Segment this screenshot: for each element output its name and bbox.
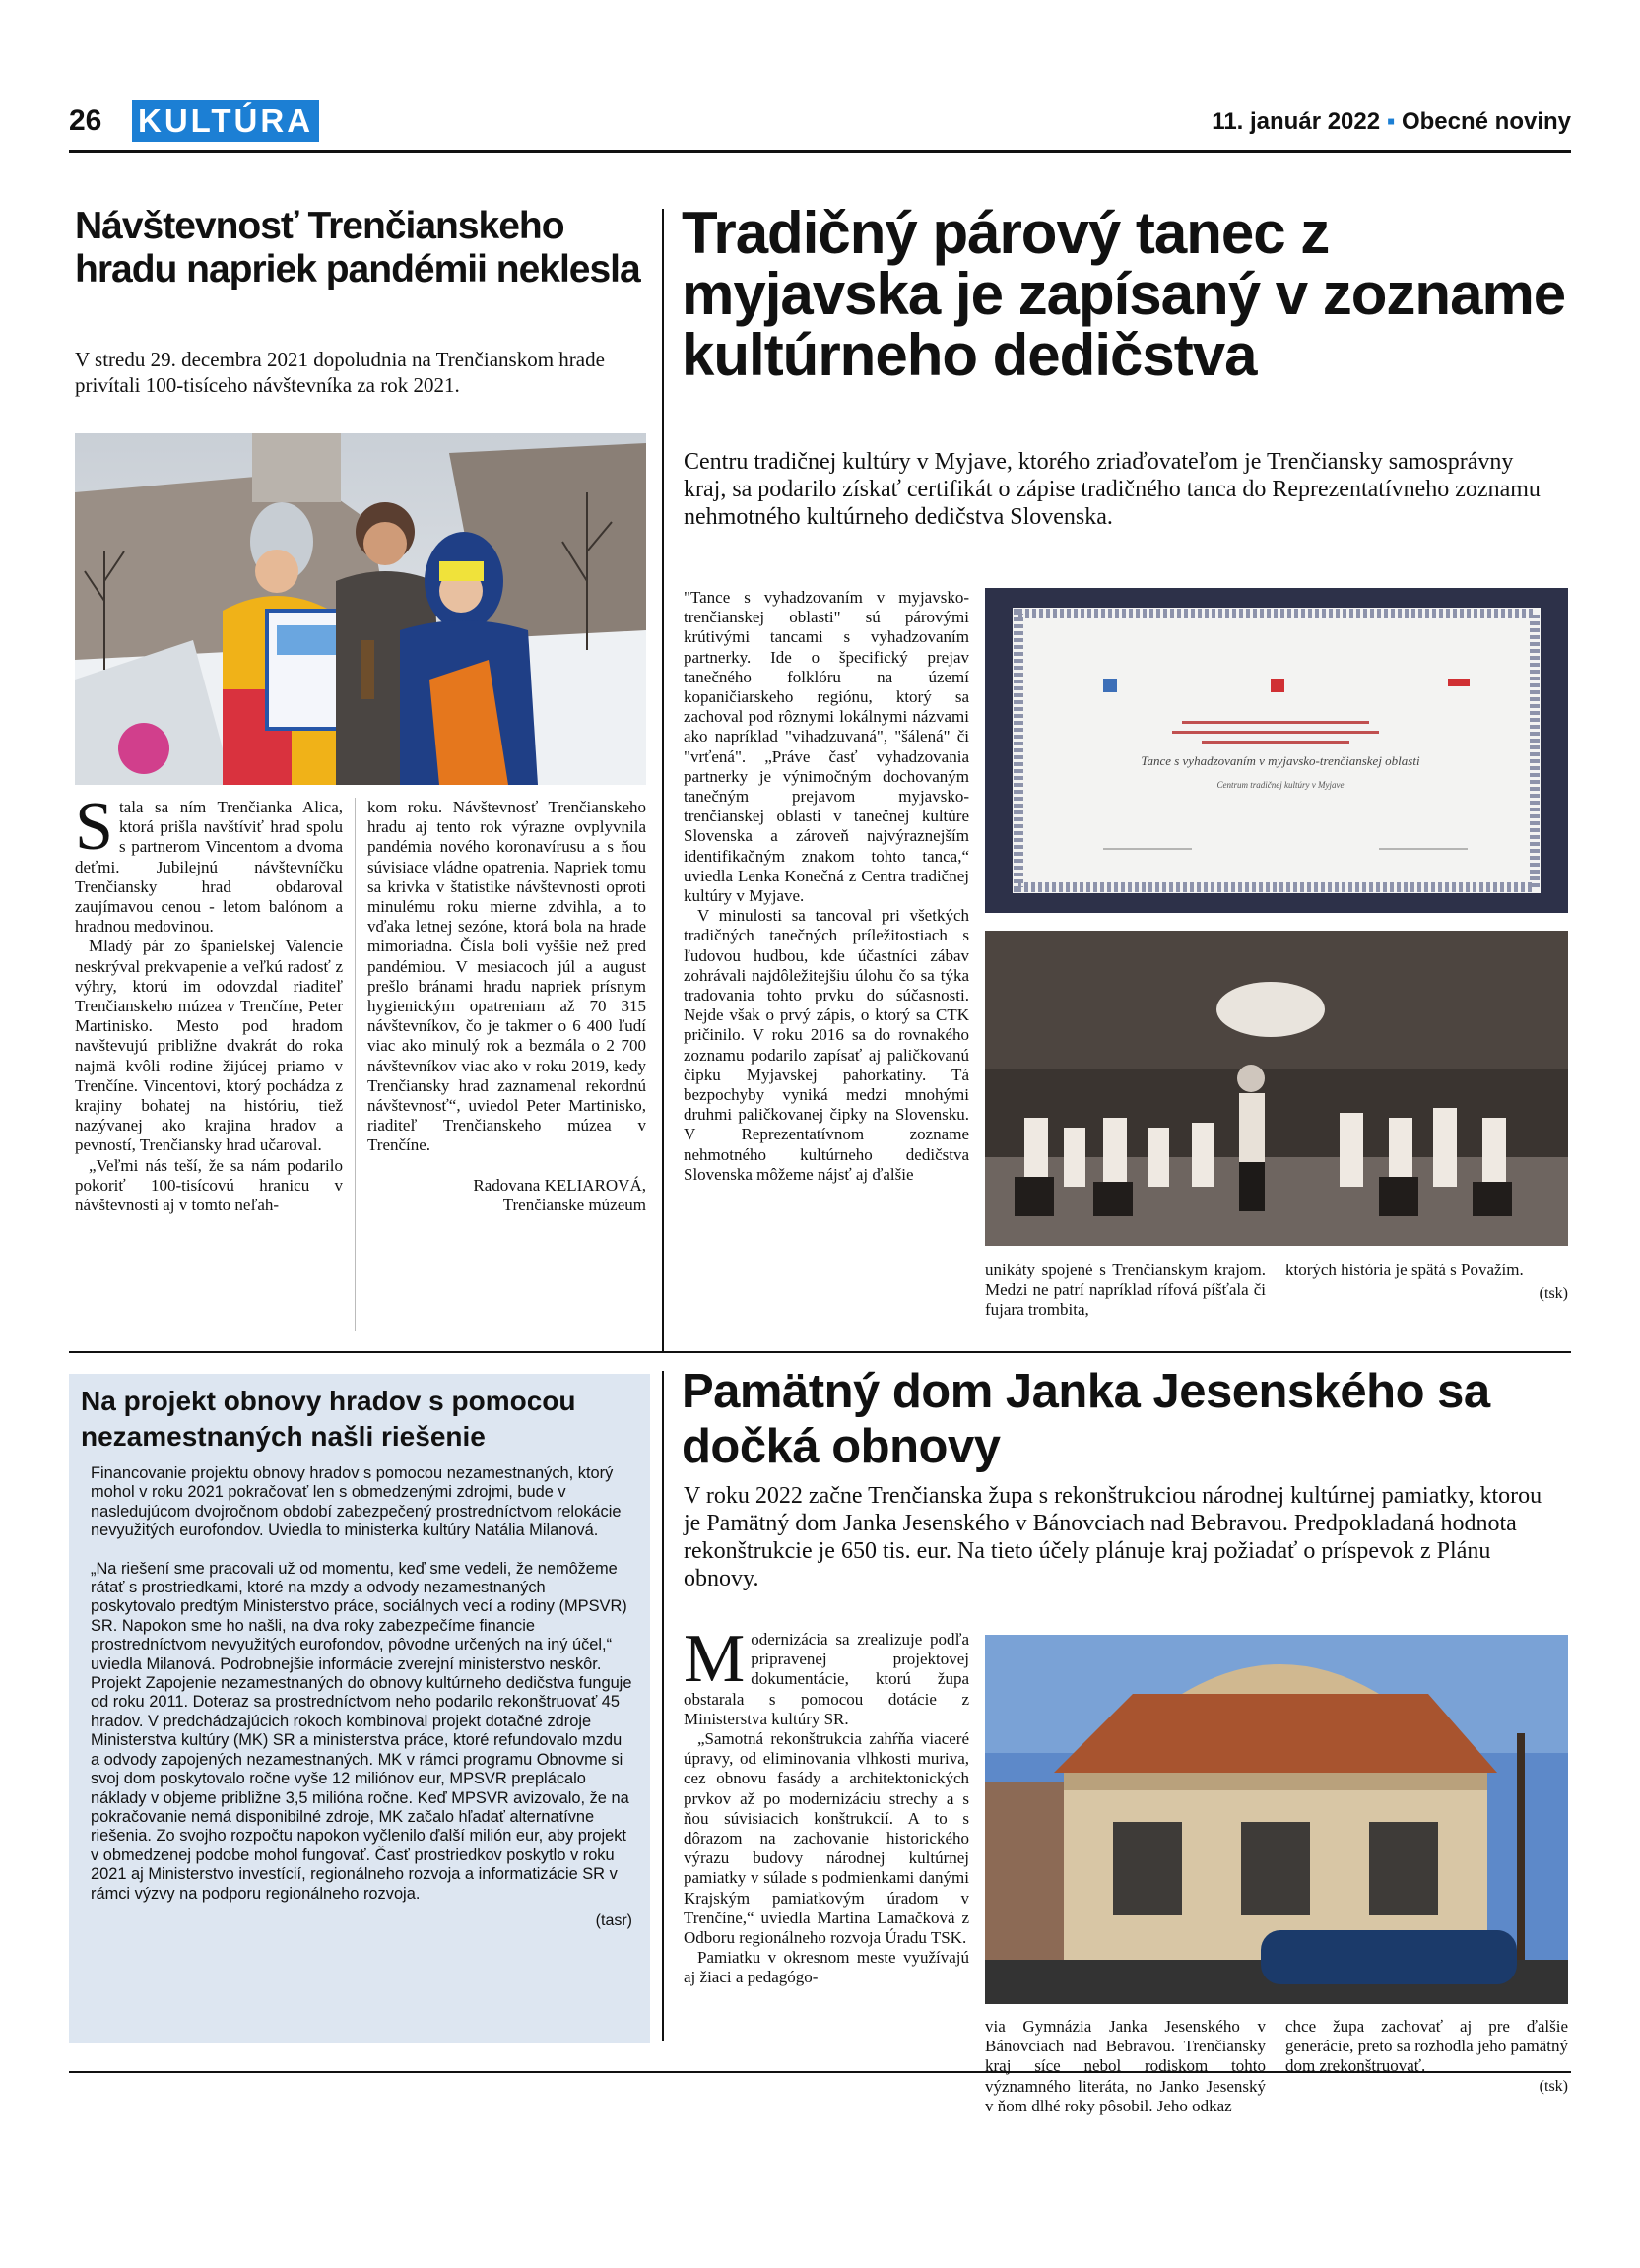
article4-column-2 [985, 2017, 1266, 2116]
article4-title: Pamätný dom Janka Jesenského sa dočká obnovy [682, 1365, 1490, 1473]
article3-p1: Financovanie projektu obnovy hradov s pomocou nezamestnaných, ktorý mohol v roku 2021 pokračovať len s obmedzenými zdrojmi, bude v nasledujúcom dvojročnom období zabezpečený prostredníctvom relokácie nevyužitých eurofondov. Uviedla to ministerka kultúry Natália Milanová. [91, 1464, 622, 1540]
publication-name: Obecné noviny [1401, 108, 1571, 135]
article1-column-2 [367, 798, 646, 1215]
section-label: KULTÚRA [132, 100, 319, 142]
article3-body [91, 1464, 632, 1930]
issue-info [1212, 108, 1571, 136]
article1-title: Návštevnosť Trenčianskeho hradu napriek pandémii neklesla [75, 205, 640, 291]
a1-column-divider [355, 798, 356, 1331]
article2-credit: (tsk) [1539, 1285, 1568, 1303]
page-number: 26 [69, 104, 102, 137]
article2-col3-p1: ktorých história je spätá s Považím. [1285, 1261, 1524, 1279]
article2-col1-p1: "Tance s vyhadzovaním v myjavsko-trenčianskej oblasti" sú párovými krútivými tancami s vyhadzovaním partnerky. Ide o špecifický prejav tanečného folklóru na území kopaničiarskeho regiónu, ktorý sa zachoval pod rôznymi lokálnymi názvami ako napríklad "vihadzuvaná", "šálená" či "vrťená". „Práve časť vyhadzovania partnerky je výnimočným dochovaným tanečným prejavom myjavsko-trenčianskej oblasti v tanečnej kultúre Slovenska a zároveň najvýraznejším identifikačným znakom tohto tanca,“ uviedla Lenka Konečná z Centra tradičnej kultúry v Myjave. [684, 588, 969, 906]
article2-col1-p2: V minulosti sa tancoval pri všetkých tradičných tanečných príležitostiach s ľudovou hudbou, kde účastníci zábav zohrávali najdôležitejšiu úlohu čo sa týka tradovania tohto prvku do súčasnosti. Nejde však o prvý zápis, o ktorý sa CTK pričinilo. V roku 2016 sa do rovnakého zoznamu podarilo zapísať aj paličkovanú čipku Myjavskej pahorkatiny. Tá bezpochyby vyniká medzi mnohými druhmi paličkovanej čipky na Slovensku. V Reprezentatívnom zozname nehmotného kultúrneho dedičstva Slovenska môžeme nájsť aj ďalšie [684, 906, 969, 1184]
column-divider-bottom [662, 1371, 664, 2041]
dance-photo [985, 931, 1568, 1246]
article3-credit: (tasr) [595, 1912, 632, 1929]
separator-dot: ▪ [1386, 108, 1396, 135]
certificate-photo [985, 588, 1568, 913]
jesensky-house-image [985, 1635, 1568, 2004]
article1-column-1 [75, 789, 343, 1215]
header-rule [69, 150, 1571, 153]
article3-title: Na projekt obnovy hradov s pomocou nezamestnaných našli riešenie [81, 1386, 576, 1452]
article4-column-1 [684, 1621, 969, 1988]
article4-col1-p1: odernizácia sa zrealizuje podľa pripravenej projektovej dokumentácie, ktorú župa obstarala s pomocou dotácie z Ministerstva kultúry SR. [684, 1630, 969, 1728]
article1-col2-p1: kom roku. Návštevnosť Trenčianskeho hradu aj tento rok výrazne ovplyvnila pandémia nového koronavírusu a s ňou súvisiace vládne opatrenia. Napriek tomu sa krivka v štatistike návštevnosti oproti minulému roku mierne zdvihla, a to vďaka letnej sezóne, ktorá bola na hrade mimoriadna. Čísla boli vyššie než pred pandémiou. V mesiacoch júl a august prešlo bránami hradu napriek prísnym hygienickým opatreniam až 70 315 návštevníkov, čo je takmer o 6 400 ľudí viac ako minulý rok a bezmála o 2 700 návštevníkov viac ako v roku 2019, kedy Trenčiansky hrad zaznamenal rekordnú návštevnosť“, uviedol Peter Martinisko, riaditeľ Trenčianskeho múzea v Trenčíne. [367, 798, 646, 1155]
article4-lead: V roku 2022 začne Trenčianska župa s rekonštrukciou národnej kultúrnej pamiatky, ktorou je Pamätný dom Janka Jesenského v Bánovciach nad Bebravou. Predpokladaná hodnota rekonštrukcie je 650 tis. eur. Na tieto účely plánuje kraj požiadať o príspevok z Plánu obnovy. [684, 1483, 1542, 1591]
article1-col1-p2: Mladý pár zo španielskej Valencie neskrýval prekvapenie a veľkú radosť z výhry, ktorú im odovzdal riaditeľ Trenčianskeho múzea v Trenčíne, Peter Martinisko. Mesto pod hradom navštevujú približne dvakrát do roka najmä kvôli rodine žijúcej priamo v Trenčíne. Vincentovi, ktorý pochádza z krajiny bohatej na históriu, tiež nazývanej ako krajina hradov a pevností, Trenčiansky hrad učaroval. [75, 937, 343, 1155]
article2-lead: Centru tradičnej kultúry v Myjave, ktorého zriaďovateľom je Trenčiansky samosprávny kraj, sa podarilo získať certifikát o zápise tradičného tanca do Reprezentatívneho zoznamu nehmotného kultúrneho dedičstva Slovenska. [684, 449, 1541, 530]
article1-photo [75, 433, 646, 785]
article4-col1-p3: Pamiatku v okresnom meste využívajú aj žiaci a pedagógo- [684, 1948, 969, 1987]
article4-column-3 [1285, 2017, 1568, 2097]
article4-credit: (tsk) [1539, 2077, 1568, 2095]
article1-author: Radovana KELIAROVÁ, [473, 1175, 646, 1195]
article1-col1-p3: „Veľmi nás teší, že sa nám podarilo pokoriť 100-tisícovú hranicu v návštevnosti aj v tomto neľah- [75, 1155, 343, 1215]
article2-column-2 [985, 1261, 1266, 1321]
article3-p3: Projekt Zapojenie nezamestnaných do obnovy kultúrneho dedičstva funguje od roku 2011. Doteraz sa prostredníctvom neho podarilo rekonštruovať 45 hradov. V predchádzajúcich rokoch kombinoval projekt dotačné zdroje Ministerstva kultúry (MK) SR a ministerstva práce, ktoré refundovalo mzdu a odvody zapojených nezamestnaných. MK v rámci programu Obnovme si svoj dom poskytovalo ročne vyše 12 miliónov eur, MPSVR preplácalo náklady v objeme približne 3,5 milióna ročne. Keď MPSVR avizovalo, že na pokračovanie nemá disponibilné zdroje, MK začalo hľadať alternatívne riešenia. Zo svojho rozpočtu napokon vyčlenilo ďalší milión eur, aby projekt v obmedzenej podobe mohol fungovať. Časť prostriedkov poskytlo v roku 2021 aj Ministerstvo investícií, regionálneho rozvoja a informatizácie SR v rámci výzvy na podporu regionálneho rozvoja. [91, 1674, 632, 1903]
castle-visitors-photo [75, 433, 646, 785]
issue-date: 11. január 2022 [1212, 108, 1381, 135]
article2-title: Tradičný párový tanec z myjavska je zapísaný v zozname kultúrneho dedičstva [682, 200, 1566, 388]
section-divider [69, 1351, 1571, 1353]
certificate-script: Tance s vyhadzovaním v myjavsko-trenčianskej oblasti [1141, 753, 1420, 768]
article2-column-1 [684, 588, 969, 1185]
certificate-org: Centrum tradičnej kultúry v Myjave [1216, 780, 1345, 790]
column-divider-top [662, 209, 664, 1351]
article1-author-org: Trenčianske múzeum [502, 1195, 646, 1214]
article3-p2: „Na riešení sme pracovali už od momentu, keď sme vedeli, že nemôžeme rátať s prostriedkami, ktoré na mzdy a odvody nezamestnaných poskytovalo predtým Ministerstvo práce, sociálnych vecí a rodiny (MPSVR) SR. Napokon sme ho našli, na dva roky zabezpečíme financie prostredníctvom nevyužitých eurofondov, pôvodne určených na iný účel,“ uviedla Milanová. Podrobnejšie informácie zverejní ministerstvo neskôr. [91, 1559, 627, 1673]
article4-col1-p2: „Samotná rekonštrukcia zahŕňa viaceré úpravy, od eliminovania vlhkosti muriva, cez obnovu fasády a architektonických prvkov až po modernizáciu strechy a s ňou súvisiacich konštrukcií. A to s dôrazom na zachovanie historického výrazu budovy národnej kultúrnej pamiatky v súlade s podmienkami danými Krajským pamiatkovým úradom v Trenčíne,“ uviedla Martina Lamačková z Odboru regionálneho rozvoja Úradu TSK. [684, 1729, 969, 1948]
article4-col2-p1: via Gymnázia Janka Jesenského v Bánovciach nad Bebravou. Trenčiansky kraj síce nebol rodiskom tohto významného literáta, no Janko Jesenský v ňom dlhé roky pôsobil. Jeho odkaz [985, 2017, 1266, 2115]
certificate-image [985, 588, 1568, 913]
article1-col1-p1: tala sa ním Trenčianka Alica, ktorá prišla navštíviť hrad spolu s partnerom Vincentom a dvoma deťmi. Jubilejnú návštevníčku Trenčiansky hrad obdaroval zaujímavou cenou - letom balónom a hradnou medovinou. [75, 798, 343, 937]
article4-drop-cap: M [684, 1621, 746, 1697]
memorial-house-photo [985, 1635, 1568, 2004]
folk-dance-image [985, 931, 1568, 1246]
article2-col2-p1: unikáty spojené s Trenčianskym krajom. Medzi ne patrí napríklad rífová píšťala či fujara trombita, [985, 1261, 1266, 1320]
article1-drop-cap: S [75, 789, 113, 865]
article4-col3-p1: chce župa zachovať aj pre ďalšie generácie, preto sa rozhodla jeho pamätný dom zrekonštruovať. [1285, 2017, 1568, 2076]
article2-column-3 [1285, 1261, 1568, 1304]
article1-lead: V stredu 29. decembra 2021 dopoludnia na Trenčianskom hrade privítali 100-tisíceho návštevníka za rok 2021. [75, 348, 605, 397]
